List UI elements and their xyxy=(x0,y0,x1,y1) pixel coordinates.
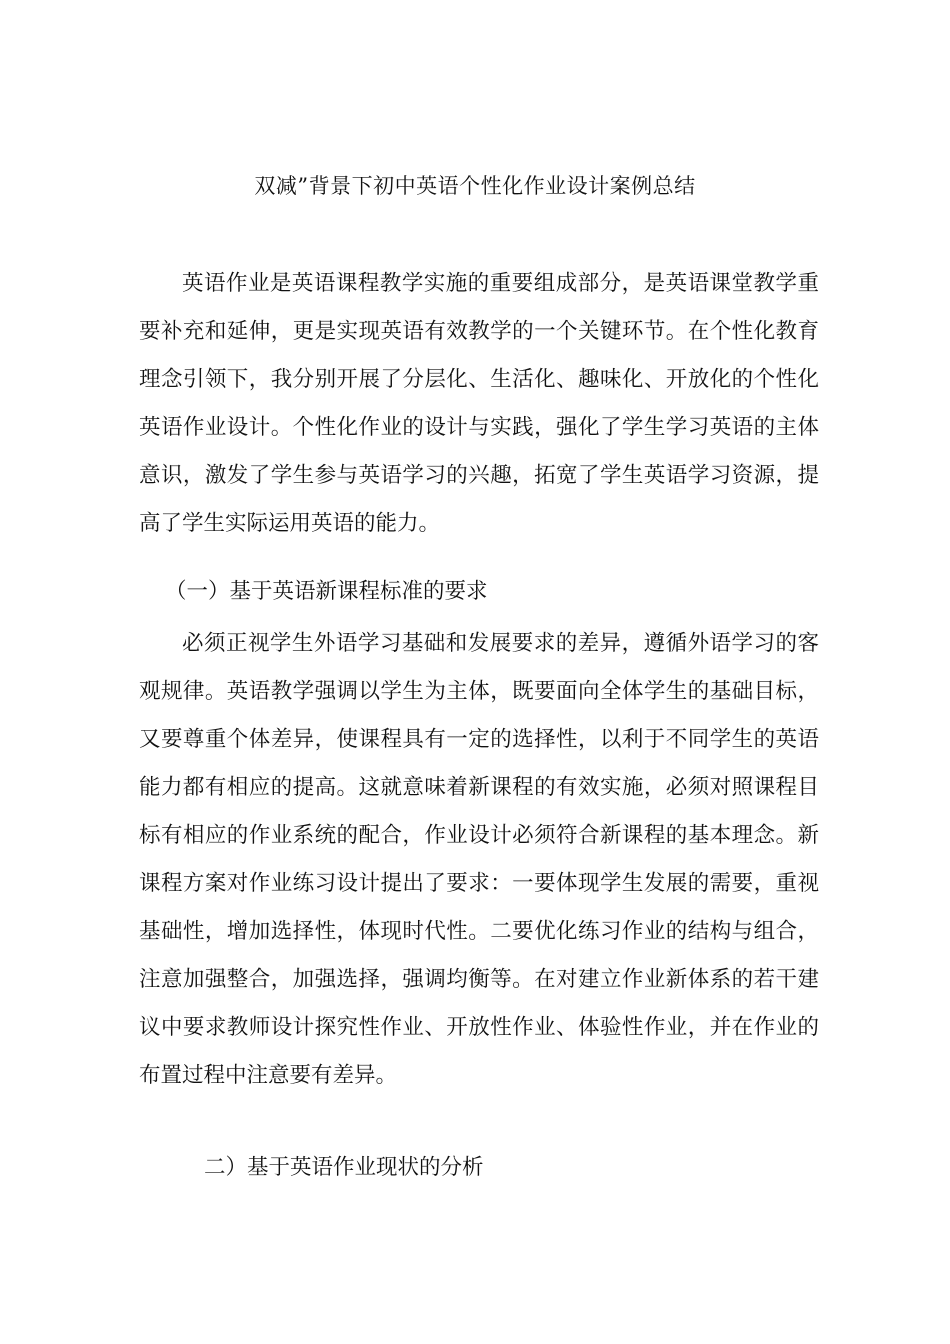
section-heading-1: （一）基于英语新课程标准的要求 xyxy=(165,579,488,604)
section-heading-2: 二）基于英语作业现状的分析 xyxy=(204,1155,484,1180)
paragraph-intro: 英语作业是英语课程教学实施的重要组成部分，是英语课堂教学重要补充和延伸，更是实现英语有效教学的一个关键环节。在个性化教育理念引领下，我分别开展了分层化、生活化、趣味化、开放化的个性化英语作业设计。个性化作业的设计与实践，强化了学生学习英语的主体意识，激发了学生参与英语学习的兴趣，拓宽了学生英语学习资源，提高了学生实际运用英语的能力。 xyxy=(139,271,819,536)
document-title: 双减”背景下初中英语个性化作业设计案例总结 xyxy=(254,174,696,198)
paragraph-curriculum-requirements: 必须正视学生外语学习基础和发展要求的差异，遵循外语学习的客观规律。英语教学强调以学生为主体，既要面向全体学生的基础目标，又要尊重个体差异，使课程具有一定的选择性，以利于不同学生的英语能力都有相应的提高。这就意味着新课程的有效实施，必须对照课程目标有相应的作业系统的配合，作业设计必须符合新课程的基本理念。新课程方案对作业练习设计提出了要求：一要体现学生发展的需要，重视基础性，增加选择性，体现时代性。二要优化练习作业的结构与组合，注意加强整合，加强选择，强调均衡等。在对建立作业新体系的若干建议中要求教师设计探究性作业、开放性作业、体验性作业，并在作业的布置过程中注意要有差异。 xyxy=(139,631,819,1088)
